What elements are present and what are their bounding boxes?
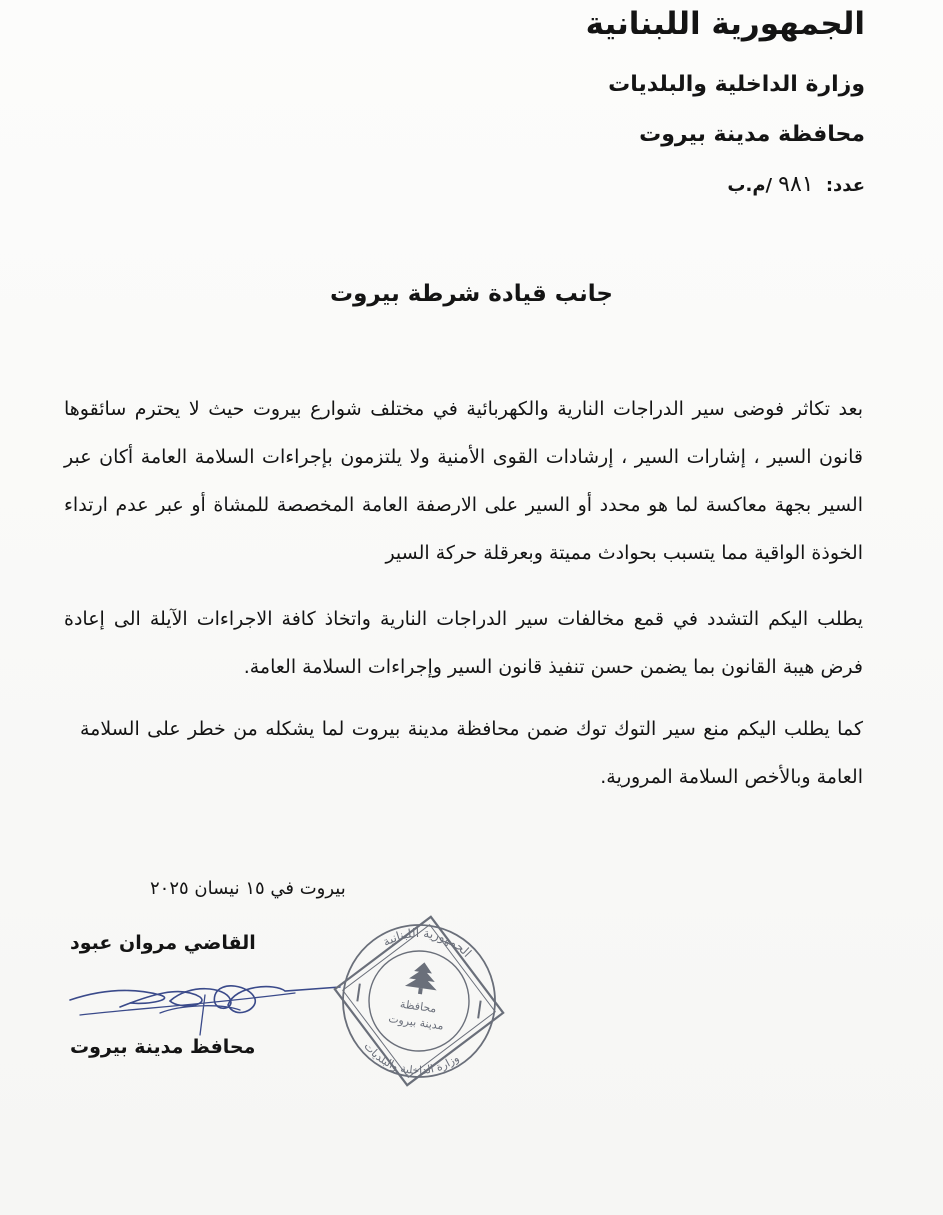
stamp-top-text: الجمهورية اللبنانية <box>380 925 475 960</box>
letterhead-republic: الجمهورية اللبنانية <box>585 6 865 42</box>
handwritten-signature <box>60 965 350 1040</box>
signer-title: محافظ مدينة بيروت <box>70 1036 256 1058</box>
body-paragraph-1: بعد تكاثر فوضى سير الدراجات النارية والكهربائية في مختلف شوارع بيروت حيث لا يحترم سائقوها قانون السير ، إشارات السير ، إرشادات القوى الأمنية ولا يلتزمون بإجراءات السلامة العامة أكان عبر السير بجهة معاكسة لما هو محدد أو السير على الارصفة العامة المخصصة للمشاة أو عبر عدم ارتداء الخوذة الواقية مما يتسبب بحوادث مميتة وبعرقلة حركة السير <box>64 398 863 564</box>
official-stamp <box>330 912 508 1090</box>
date-line: بيروت في ١٥ نيسان ٢٠٢٥ <box>150 878 346 899</box>
stamp-inner-line-1: محافظة <box>399 997 438 1016</box>
reference-number-line <box>727 172 865 197</box>
letterhead-ministry: وزارة الداخلية والبلديات <box>608 72 865 97</box>
reference-number: ٩٨١ <box>778 172 814 197</box>
body-paragraph-2: يطلب اليكم التشدد في قمع مخالفات سير الدراجات النارية واتخاذ كافة الاجراءات الآيلة الى إعادة فرض هيبة القانون بما يضمن حسن تنفيذ قانون السير وإجراءات السلامة العامة. <box>64 608 863 678</box>
addressee: جانب قيادة شرطة بيروت <box>330 281 613 307</box>
signer-name: القاضي مروان عبود <box>70 932 256 954</box>
stamp-inner-line-2: مدينة بيروت <box>387 1011 445 1033</box>
body-paragraph-3: كما يطلب اليكم منع سير التوك توك ضمن محافظة مدينة بيروت لما يشكله من خطر على السلامة العامة وبالأخص السلامة المرورية. <box>80 718 863 788</box>
cedar-icon <box>404 960 440 996</box>
reference-label: عدد: <box>825 175 865 196</box>
letterhead-governorate: محافظة مدينة بيروت <box>639 122 865 147</box>
reference-suffix: /م.ب <box>727 175 773 196</box>
stamp-bottom-text: وزارة الداخلية والبلديات <box>361 1039 462 1078</box>
